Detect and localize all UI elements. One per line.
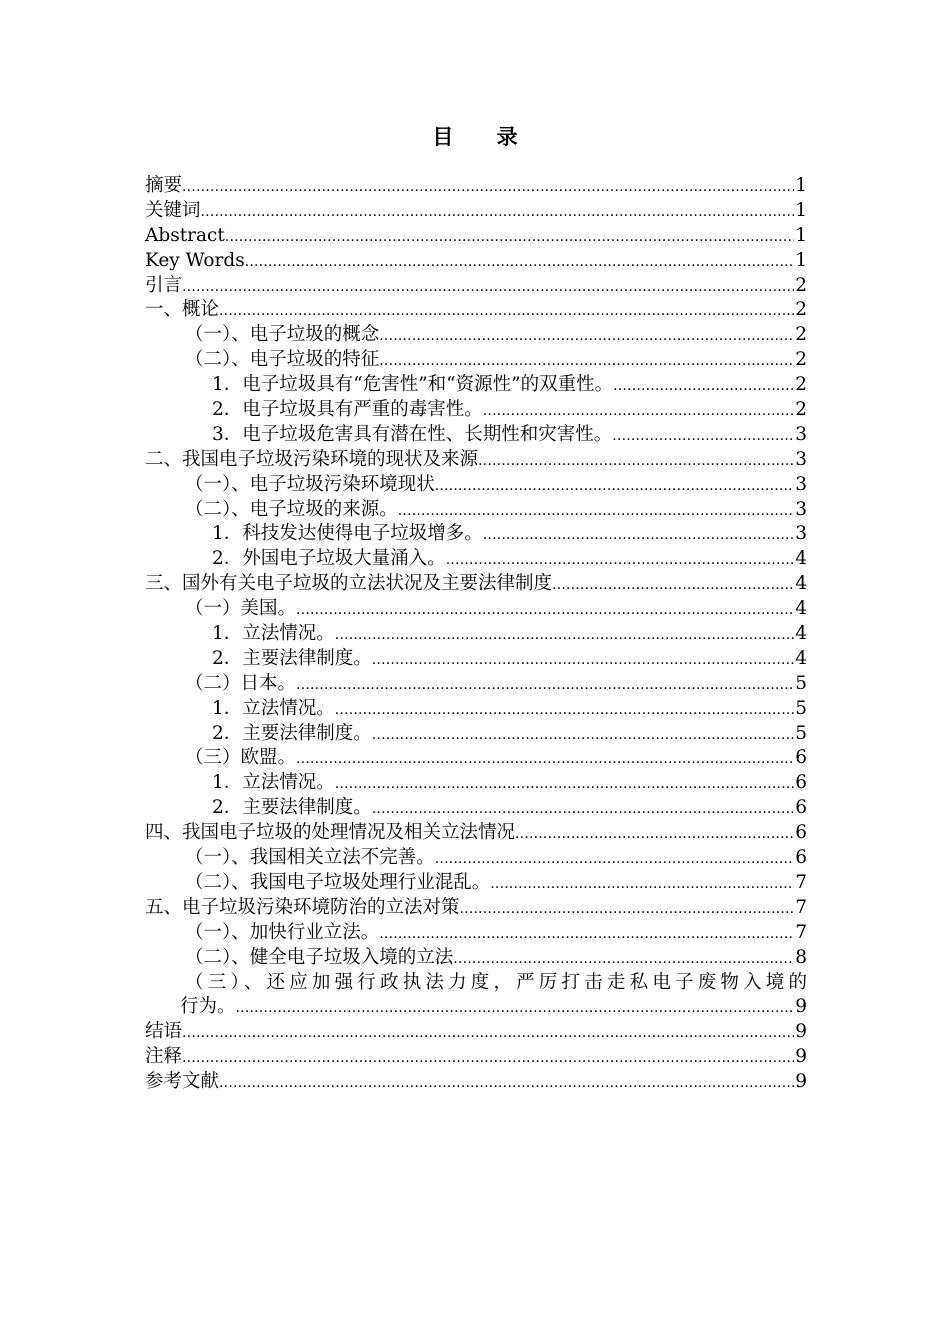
toc-entry-text: 五、电子垃圾污染环境防治的立法对策 [145,896,460,918]
toc-entry-text: 1．科技发达使得电子垃圾增多。 [212,523,483,545]
toc-entry-text: 摘要 [145,175,183,196]
toc-dot-leader [182,1046,794,1071]
toc-dot-leader [219,1071,794,1096]
toc-entry-text: 2．电子垃圾具有严重的毒害性。 [212,399,483,421]
toc-entry-text: 二、我国电子垃圾污染环境的现状及来源 [145,448,479,470]
toc-dot-leader [379,349,794,374]
toc-dot-leader [245,250,795,275]
toc-page-number: 1 [795,224,807,246]
toc-entry-text: （三）欧盟。 [185,747,297,769]
toc-page-number: 2 [795,299,807,321]
toc-entry[interactable] [145,1020,807,1045]
toc-page-number: 3 [795,448,807,470]
toc-entry[interactable] [145,199,807,224]
toc-entry[interactable] [145,448,807,473]
toc-entry-text: Key Words [145,249,245,271]
toc-page-number: 3 [795,423,807,445]
toc-entry[interactable] [145,1045,807,1070]
toc-entry-text: 三、国外有关电子垃圾的立法状况及主要法律制度 [145,573,553,595]
toc-entry-text: 2．主要法律制度。 [212,722,372,744]
toc-page-number: 4 [795,573,807,595]
toc-page-number: 5 [795,697,807,719]
toc-entry-text: （一）、电子垃圾污染环境现状 [185,473,435,495]
toc-entry-text: 1．立法情况。 [212,772,335,794]
toc-entry-text: （一）、我国相关立法不完善。 [185,847,435,869]
toc-page-number: 3 [795,498,807,520]
toc-dot-leader [182,1021,794,1046]
toc-page-number: 1 [795,175,807,196]
toc-entry-text: （一）、电子垃圾的概念 [185,324,380,346]
toc-page-number: 6 [795,747,807,769]
toc-entry-text: 1．电子垃圾具有“危害性”和“资源性”的双重性。 [212,374,614,396]
toc-entry[interactable] [145,796,807,821]
toc-entry[interactable] [145,821,807,846]
toc-entry[interactable] [145,398,807,423]
toc-entry[interactable] [145,946,807,971]
toc-dot-leader [478,449,794,474]
toc-dot-leader [219,299,794,324]
toc-page-number: 4 [795,598,807,620]
toc-dot-leader [182,175,794,200]
toc-entry-text: （二）、电子垃圾的来源。 [185,498,398,520]
toc-dot-leader [379,324,794,349]
toc-page-number: 4 [795,647,807,669]
toc-entry-text: 行为。 [180,996,236,1018]
toc-entry-text: 1．立法情况。 [212,697,335,719]
toc-dot-leader [201,200,795,225]
toc-entry[interactable] [145,323,807,348]
toc-page-number: 3 [795,523,807,545]
toc-entry[interactable] [145,174,807,199]
toc-entry-text: 结语 [145,1021,183,1043]
toc-page-number: 2 [795,274,807,296]
toc-dot-leader [460,897,795,922]
toc-dot-leader [453,947,794,972]
toc-dot-leader [296,598,794,623]
toc-entry-text: 3．电子垃圾危害具有潜在性、长期性和灾害性。 [212,423,613,445]
toc-page-number: 5 [795,672,807,694]
toc-dot-leader [398,499,794,524]
toc-page-number: 9 [795,1021,807,1043]
toc-dot-leader [372,723,794,748]
toc-entry[interactable] [145,722,807,747]
toc-entry[interactable] [145,274,807,299]
toc-entry[interactable] [145,846,807,871]
toc-dot-leader [515,822,794,847]
toc-entry[interactable] [145,423,807,448]
toc-list [145,174,807,1095]
toc-dot-leader [446,548,794,573]
toc-entry-text: 关键词 [145,199,201,221]
toc-entry-text: 2．外国电子垃圾大量涌入。 [212,548,446,570]
toc-entry[interactable] [145,547,807,572]
toc-entry[interactable] [145,697,807,722]
toc-title: 目 录 [432,124,536,149]
toc-dot-leader [236,996,795,1021]
toc-entry-text: 2．主要法律制度。 [212,647,372,669]
toc-entry[interactable] [145,871,807,896]
toc-page-number: 2 [795,324,807,346]
toc-entry-text: 2．主要法律制度。 [212,797,372,819]
toc-entry-text: 1．立法情况。 [212,623,335,645]
toc-page-number: 2 [795,374,807,396]
toc-entry[interactable] [145,647,807,672]
toc-entry-text: （二）、健全电子垃圾入境的立法 [185,946,454,968]
toc-entry-text: （三）、还应加强行政执法力度，严厉打击走私电子废物入境的 [185,971,807,993]
toc-page-number: 3 [795,473,807,495]
toc-dot-leader [372,797,794,822]
toc-page-number: 7 [795,871,807,893]
toc-entry[interactable] [145,995,807,1020]
toc-dot-leader [483,399,794,424]
toc-entry-text: （二）、电子垃圾的特征 [185,349,380,371]
toc-dot-leader [296,747,794,772]
toc-entry[interactable] [145,373,807,398]
toc-entry[interactable] [145,597,807,622]
toc-entry[interactable] [145,522,807,547]
toc-entry-text: 四、我国电子垃圾的处理情况及相关立法情况 [145,822,516,844]
toc-page-number: 6 [795,822,807,844]
toc-entry-text: 引言 [145,274,183,296]
toc-dot-leader [372,648,794,673]
toc-entry[interactable] [145,771,807,796]
toc-page-number: 4 [795,623,807,645]
toc-dot-leader [335,623,794,648]
toc-page-number: 6 [795,772,807,794]
toc-page-number: 8 [795,946,807,968]
toc-entry-text: 参考文献 [145,1071,220,1093]
toc-dot-leader [552,573,794,598]
toc-entry[interactable] [145,572,807,597]
toc-page-number: 5 [795,722,807,744]
toc-page-number: 4 [795,548,807,570]
toc-page-number: 9 [795,1071,807,1093]
toc-dot-leader [435,847,794,872]
toc-entry-text: （二）、我国电子垃圾处理行业混乱。 [185,871,491,893]
toc-page-number: 1 [795,249,807,271]
toc-page-number: 1 [795,199,807,221]
toc-page-number: 6 [795,797,807,819]
toc-entry-text: Abstract [145,224,225,246]
toc-entry[interactable] [145,746,807,771]
toc-entry[interactable] [145,348,807,373]
toc-page-number: 9 [795,1046,807,1068]
toc-dot-leader [225,225,794,250]
toc-entry-text: 注释 [145,1046,183,1068]
toc-dot-leader [379,922,794,947]
toc-page-number: 2 [795,349,807,371]
toc-entry-text: （一）美国。 [185,598,297,620]
toc-page-number: 9 [795,996,807,1018]
toc-dot-leader [490,872,794,897]
toc-entry[interactable] [145,473,807,498]
toc-entry[interactable] [145,498,807,523]
toc-entry[interactable] [145,971,807,996]
toc-dot-leader [182,275,794,300]
toc-entry-text: （二）日本。 [185,672,297,694]
toc-entry[interactable] [145,224,807,249]
toc-dot-leader [335,698,794,723]
toc-dot-leader [612,424,794,449]
toc-entry-text: （一）、加快行业立法。 [185,921,380,943]
toc-entry[interactable] [145,921,807,946]
toc-page-number: 7 [795,896,807,918]
toc-page-number: 7 [795,921,807,943]
toc-dot-leader [296,673,794,698]
toc-page-number: 2 [795,399,807,421]
toc-dot-leader [335,772,794,797]
toc-dot-leader [613,374,794,399]
toc-dot-leader [435,474,794,499]
toc-entry[interactable] [145,249,807,274]
toc-entry[interactable] [145,896,807,921]
toc-page-number: 6 [795,847,807,869]
toc-entry[interactable] [145,622,807,647]
toc-entry[interactable] [145,298,807,323]
toc-entry-text: 一、概论 [145,299,220,321]
toc-entry[interactable] [145,672,807,697]
toc-dot-leader [483,523,794,548]
toc-entry[interactable] [145,1070,807,1095]
